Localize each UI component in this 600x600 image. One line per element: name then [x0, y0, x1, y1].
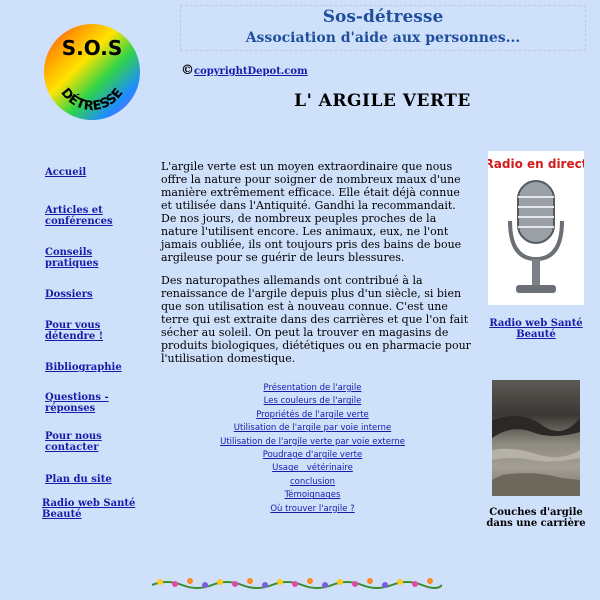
link-temoignages[interactable]: Témoignages [284, 490, 341, 501]
flower-border-divider [152, 573, 442, 593]
radio-caption[interactable] [488, 318, 584, 340]
nav-plan-du-site[interactable]: Plan du site [45, 474, 112, 485]
nav-pour-vous-detendre[interactable] [45, 320, 103, 342]
paragraph: Des naturopathes allemands ont contribué à la renaissance de l'argile depuis plus d'un siècle, si bien que son utilisation est à nouveau connue. C'est une terre qui est extraite dans des carrières et que l'on fait sécher au soleil. On peut la trouver en magasins de produits biologiques, diététiques ou en pharmacie pour l'utilisation domestique. [161, 274, 471, 365]
nav-label: Pour nous contacter [45, 431, 102, 453]
nav-dossiers[interactable]: Dossiers [45, 289, 93, 300]
clay-quarry-photo [492, 380, 580, 496]
link-conclusion[interactable]: conclusion [289, 476, 336, 487]
nav-label: Articles et conférences [45, 205, 113, 227]
nav-bibliographie[interactable]: Bibliographie [45, 362, 122, 373]
copyright-link[interactable]: copyrightDepot.com [194, 66, 308, 77]
nav-pour-nous-contacter[interactable] [45, 431, 102, 453]
link-voie-interne[interactable]: Utilisation de l'argile par voie interne [233, 423, 392, 434]
nav-label: Conseils pratiques [45, 247, 99, 269]
link-presentation[interactable]: Présentation de l'argile [263, 383, 362, 393]
clay-caption: Couches d'argile dans une carrière [486, 507, 586, 529]
copyright-symbol: © [181, 63, 194, 78]
nav-label: Pour vous détendre ! [45, 320, 104, 342]
svg-text:DÉTRESSE: DÉTRESSE [57, 85, 127, 115]
nav-radio-web[interactable] [42, 498, 135, 520]
nav-articles-conferences[interactable] [45, 205, 113, 227]
copyright [181, 63, 308, 78]
paragraph: L'argile verte est un moyen extraordinaire que nous offre la nature pour soigner de nombreux maux d'une manière extrêmement efficace. Elle était déjà connue et utilisée dans l'Antiquité. Gandhi la recommandait. De nos jours, de nombreux peuples proches de la nature l'utilisent encore. Les animaux, eux, ne l'ont jamais oubliée, ils ont toujours pris des bains de boue argileuse pour se guérir de leurs blessures. [161, 160, 462, 264]
sos-detresse-logo [42, 22, 142, 122]
site-subtitle: Association d'aide aux personnes... [245, 30, 521, 46]
radio-banner[interactable] [488, 151, 584, 305]
link-couleurs[interactable]: Les couleurs de l'argile [263, 396, 362, 407]
nav-label: Questions - réponses [45, 392, 109, 414]
svg-text:S.O.S: S.O.S [61, 36, 123, 60]
link-ou-trouver[interactable]: Où trouver l'argile ? [270, 503, 355, 514]
nav-accueil[interactable]: Accueil [45, 167, 87, 178]
nav-label: Radio web Santé Beauté [42, 498, 136, 520]
topic-links [190, 382, 435, 516]
nav-questions-reponses[interactable] [45, 392, 109, 414]
nav-conseils-pratiques[interactable] [45, 247, 98, 269]
link-proprietes[interactable]: Propriétés de l'argile verte [256, 409, 369, 420]
header-box [180, 5, 586, 51]
link-usage-veterinaire[interactable]: Usage vétérinaire [272, 463, 353, 474]
link-poudrage[interactable]: Poudrage d'argile verte [262, 450, 363, 461]
link-voie-externe[interactable]: Utilisation de l'argile verte par voie externe [220, 436, 405, 447]
page-title: L' ARGILE VERTE [294, 91, 471, 111]
radio-banner-text: Radio en direct [488, 157, 584, 171]
radio-caption-link[interactable]: Radio web Santé Beauté [489, 318, 583, 340]
article-body [161, 160, 473, 375]
site-title: Sos-détresse [322, 7, 444, 27]
